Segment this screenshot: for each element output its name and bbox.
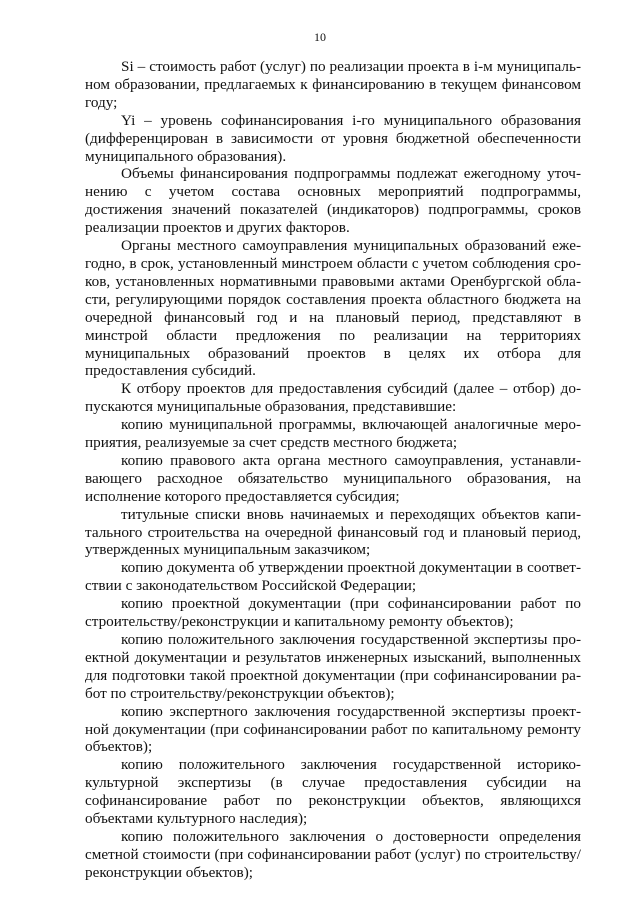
- paragraph: Yi – уровень софинансирования i-го муниципального образования (дифференцирован в зависимости от уровня бюджетной обеспеченности муниципального образования).: [85, 111, 581, 165]
- list-item: копию муниципальной программы, включающей аналогичные мероприятия, реализуемые за счет средств местного бюджета;: [85, 416, 581, 452]
- paragraph: Органы местного самоуправления муниципальных образований ежегодно, в срок, установленный минстроем области с учетом соблюдения сроков, установленных нормативными правовыми актами Оренбургской области, регулирующими порядок составления проекта областного бюджета на очередной финансовый год и на плановый период, представляют в минстрой области предложения по реализации на территориях муниципальных образований проектов в целях их отбора для предоставления субсидий.: [85, 237, 581, 380]
- list-item: копию экспертного заключения государственной экспертизы проектной документации (при софинансировании работ по капитальному ремонту объектов);: [85, 702, 581, 756]
- list-item: копию положительного заключения о достоверности определения сметной стоимости (при софинансировании работ (услуг) по строительству/реконструкции объектов);: [85, 827, 581, 881]
- list-item: копию положительного заключения государственной историко-культурной экспертизы (в случае предоставления субсидии на софинансирование работ по реконструкции объектов, являющихся объектами культурного наследия);: [85, 756, 581, 828]
- paragraph: Si – стоимость работ (услуг) по реализации проекта в i-м муниципальном образовании, предлагаемых к финансированию в текущем финансовом году;: [85, 58, 581, 111]
- list-item: титульные списки вновь начинаемых и переходящих объектов капитального строительства на очередной финансовый год и плановый период, утвержденных муниципальным заказчиком;: [85, 505, 581, 559]
- paragraph: Объемы финансирования подпрограммы подлежат ежегодному уточнению с учетом состава основных мероприятий подпрограммы, достижения значений показателей (индикаторов) подпрограммы, сроков реализации проектов и других факторов.: [85, 165, 581, 237]
- list-item: копию правового акта органа местного самоуправления, устанавливающего расходное обязательство муниципального образования, на исполнение которого предоставляется субсидия;: [85, 451, 581, 505]
- page-number: 10: [314, 30, 326, 44]
- list-item: копию документа об утверждении проектной документации в соответствии с законодательством Российской Федерации;: [85, 559, 581, 595]
- list-item: копию положительного заключения государственной экспертизы проектной документации и результатов инженерных изысканий, выполненных для подготовки такой проектной документации (при софинансировании работ по строительству/реконструкции объектов);: [85, 631, 581, 702]
- paragraph: К отбору проектов для предоставления субсидий (далее – отбор) допускаются муниципальные образования, представившие:: [85, 380, 581, 416]
- list-item: копию проектной документации (при софинансировании работ по строительству/реконструкции и капитальному ремонту объектов);: [85, 595, 581, 631]
- document-body: [85, 58, 581, 882]
